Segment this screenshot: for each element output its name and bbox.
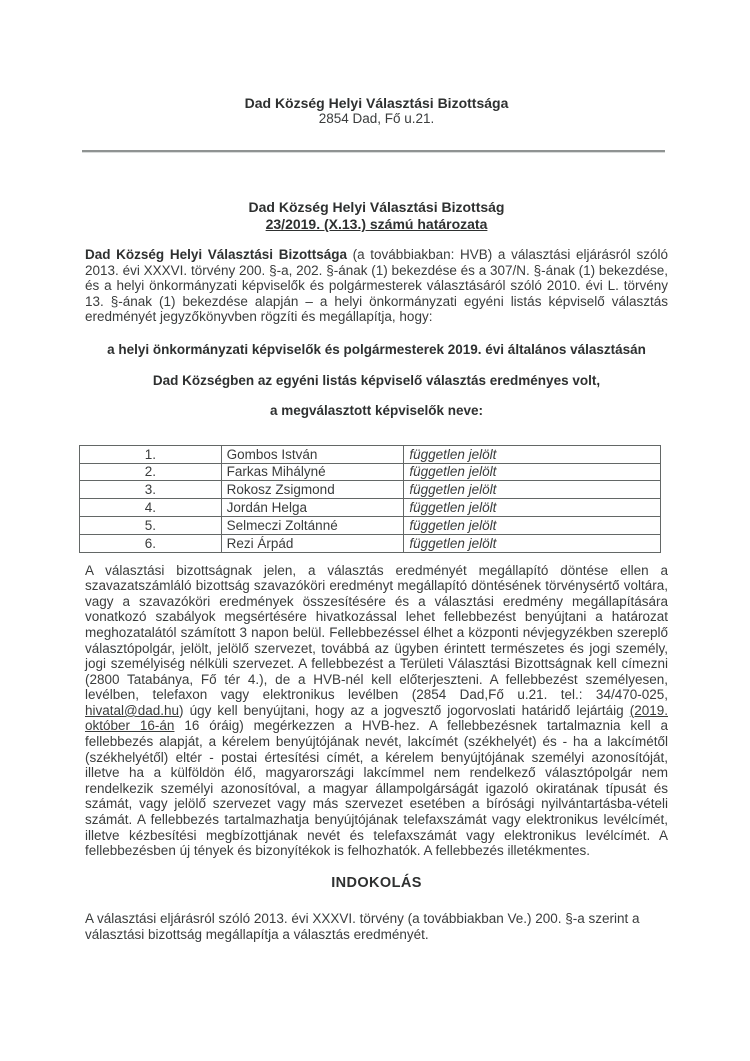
rank-cell: 2.: [80, 463, 222, 481]
rank-cell: 3.: [80, 481, 222, 499]
name-cell: Rokosz Zsigmond: [221, 481, 404, 499]
table-row: [80, 516, 661, 534]
rank-cell: 1.: [80, 445, 222, 463]
appeal-text-part1: A választási bizottságnak jelen, a választás eredményét megállapító döntése ellen a szavazatszámláló bizottság szavazóköri eredményt megállapító döntésének törvénysértő voltára, vagy a szavazóköri eredmények összesítésére és a választási eredmény megállapítására vonatkozó szabályok megsértésére hivatkozással lehet fellebbezést benyújtani a határozat meghozatalától számított 3 napon belül. Fellebbezéssel élhet a központi névjegyzékben szereplő választópolgár, jelölt, jelölő szervezet, továbbá az ügyben érintett természetes és jogi személy, jogi személyiség nélküli szervezet. A fellebbezést a Területi Választási Bizottságnak kell címezni (2800 Tatabánya, Fő tér 4.), de a HVB-nél kell előterjeszteni. A fellebbezést személyesen, levélben, telefaxon vagy elektronikus levélben (2854 Dad,Fő u.21. tel.: 34/470-025,: [85, 562, 668, 703]
appeal-text-part3: 16 óráig) megérkezzen a HVB-hez. A fellebbezésnek tartalmaznia kell a fellebbezés alapját, a kérelem benyújtójának nevét, lakcímét (székhelyét) és - ha a lakcímétől (székhelyétől) eltér - postai értesítési címét, a kérelem benyújtójának személyi azonosítóját, illetve ha a külföldön élő, magyarországi lakcímmel nem rendelkező választópolgár nem rendelkezik személyi azonosítóval, a magyar állampolgárságát igazoló okiratának típusát és számát, vagy jelölő szervezet vagy más szervezet esetében a bírósági nyilvántartásba-vételi számát. A fellebbezés tartalmazhatja benyújtójának telefaxszámát vagy elektronikus levélcímét, illetve kézbesítési megbízottjának nevét és telefaxszámát vagy elektronikus levélcímét. A fellebbezésben új tények és bizonyítékok is felhozhatók. A fellebbezés illetékmentes.: [85, 718, 669, 859]
intro-bold-lead: Dad Község Helyi Választási Bizottsága: [85, 247, 347, 262]
document-title-line1: Dad Község Helyi Választási Bizottság: [248, 199, 505, 215]
rank-cell: 4.: [80, 499, 222, 517]
status-cell: független jelölt: [404, 463, 661, 481]
organization-address: 2854 Dad, Fő u.21.: [318, 111, 435, 126]
name-cell: Rezi Árpád: [221, 534, 404, 552]
table-row: [80, 445, 661, 463]
statement-election-valid: Dad Községben az egyéni listás képviselő választás eredményes volt,: [152, 372, 601, 388]
appeal-email: hivatal@dad.hu: [85, 702, 180, 718]
status-cell: független jelölt: [404, 516, 661, 534]
rank-cell: 5.: [80, 516, 222, 534]
closing-paragraph: A választási eljárásról szóló 2013. évi XXXVI. törvény (a továbbiakban Ve.) 200. §-a szerint a választási bizottság megállapítja a választás eredményét.: [85, 911, 640, 942]
table-row: [80, 481, 661, 499]
name-cell: Selmeczi Zoltánné: [221, 516, 404, 534]
status-cell: független jelölt: [404, 445, 661, 463]
document-title-number: 23/2019. (X.13.) számú határozata: [265, 216, 488, 232]
status-cell: független jelölt: [404, 534, 661, 552]
name-cell: Jordán Helga: [221, 499, 404, 517]
intro-paragraph: [85, 247, 668, 325]
document-title: [85, 199, 668, 233]
table-row: [80, 499, 661, 517]
header-divider: [82, 150, 665, 153]
status-cell: független jelölt: [404, 499, 661, 517]
table-row: [80, 534, 661, 552]
appeal-text-part2: ) úgy kell benyújtani, hogy az a jogvesztő jogorvoslati határidő lejártáig: [179, 702, 630, 718]
appeal-paragraph: [85, 563, 668, 859]
statement-elected-names-label: a megválasztott képviselők neve:: [269, 403, 484, 419]
indokolas-heading: INDOKOLÁS: [331, 874, 422, 891]
name-cell: Farkas Mihályné: [221, 463, 404, 481]
statement-election-general: a helyi önkormányzati képviselők és polgármesterek 2019. évi általános választásán: [107, 341, 646, 357]
elected-representatives-table: [79, 445, 661, 553]
rank-cell: 6.: [80, 534, 222, 552]
appeal-deadline: (2019. október 16-án: [85, 702, 668, 734]
document-header: [85, 95, 668, 127]
table-row: [80, 463, 661, 481]
organization-name: Dad Község Helyi Választási Bizottsága: [244, 95, 509, 111]
name-cell: Gombos István: [221, 445, 404, 463]
intro-body: (a továbbiakban: HVB) a választási eljárásról szóló 2013. évi XXXVI. törvény 200. §-a, 202. §-ának (1) bekezdése és a 307/N. §-ának (1) bekezdése, és a helyi önkormányzati képviselők és polgármesterek választásáról szóló 2010. évi L. törvény 13. §-ának (1) bekezdése alapján – a helyi önkormányzati egyéni listás képviselő választás eredményét jegyzőkönyvben rögzíti és megállapítja, hogy:: [85, 247, 668, 325]
status-cell: független jelölt: [404, 481, 661, 499]
